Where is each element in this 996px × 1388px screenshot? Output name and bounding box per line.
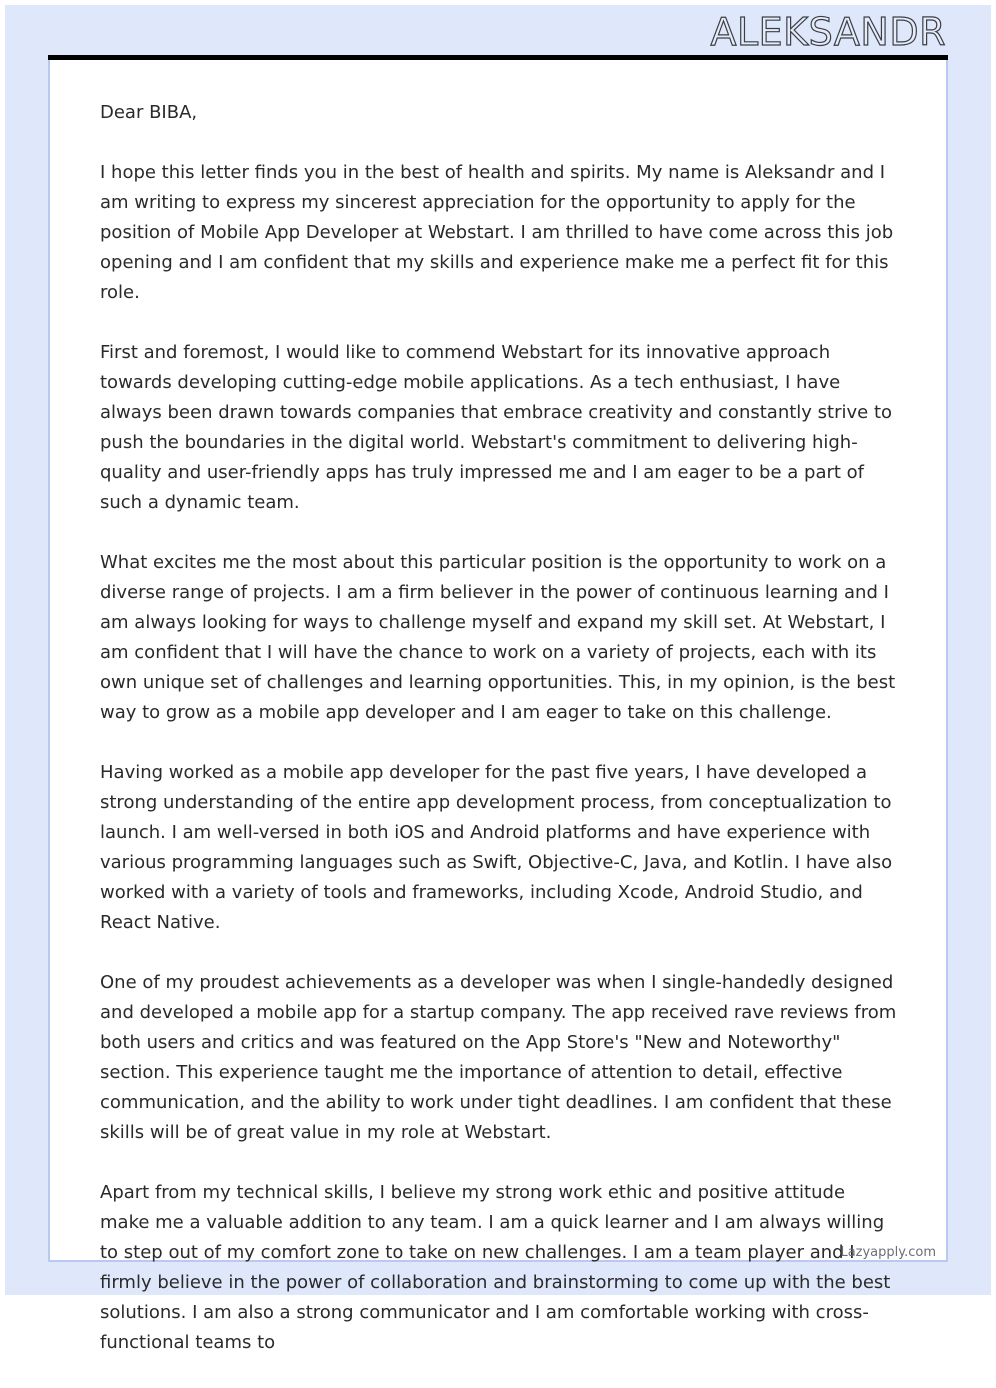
letter-paragraph: Having worked as a mobile app developer for the past five years, I have developed a strong understanding of the entire app development process, from conceptualization to launch. I am well-versed in both iOS and Android platforms and have experience with various programming languages such as Swift, Objective-C, Java, and Kotlin. I have also worked with a variety of tools and frameworks, including Xcode, Android Studio, and React Native.	[100, 762, 893, 933]
letter-paragraph: First and foremost, I would like to commend Webstart for its innovative approach towards developing cutting-edge mobile applications. As a tech enthusiast, I have always been drawn towards companies that embrace creativity and constantly strive to push the boundaries in the digital world. Webstart's commitment to delivering high-quality and user-friendly apps has truly impressed me and I am eager to be a part of such a dynamic team.	[100, 342, 893, 513]
letter-paragraph: What excites me the most about this particular position is the opportunity to work on a diverse range of projects. I am a firm believer in the power of continuous learning and I am always looking for ways to challenge myself and expand my skill set. At Webstart, I am confident that I will have the chance to work on a variety of projects, each with its own unique set of challenges and learning opportunities. This, in my opinion, is the best way to grow as a mobile app developer and I am eager to take on this challenge.	[100, 552, 896, 723]
letter-body	[100, 98, 900, 1388]
document-frame	[5, 5, 991, 1353]
letter-paragraph: One of my proudest achievements as a developer was when I single-handedly designed and developed a mobile app for a startup company. The app received rave reviews from both users and critics and was featured on the App Store's "New and Noteworthy" section. This experience taught me the importance of attention to detail, effective communication, and the ability to work under tight deadlines. I am confident that these skills will be of great value in my role at Webstart.	[100, 972, 897, 1143]
watermark-text: Lazyapply.com	[840, 1245, 936, 1260]
letter-greeting: Dear BIBA,	[100, 102, 198, 123]
letter-paragraph: I hope this letter finds you in the best of health and spirits. My name is Aleksandr and I am writing to express my sincerest appreciation for the opportunity to apply for the position of Mobile App Developer at Webstart. I am thrilled to have come across this job opening and I am confident that my skills and experience make me a perfect fit for this role.	[100, 162, 894, 303]
letter-paragraph: Apart from my technical skills, I believe my strong work ethic and positive attitude make me a valuable addition to any team. I am a quick learner and I am always willing to step out of my comfort zone to take on new challenges. I am a team player and I firmly believe in the power of collaboration and brainstorming to come up with the best solutions. I am also a strong communicator and I am comfortable working with cross-functional teams to	[100, 1182, 891, 1353]
applicant-name-heading: ALEKSANDR	[710, 10, 946, 54]
